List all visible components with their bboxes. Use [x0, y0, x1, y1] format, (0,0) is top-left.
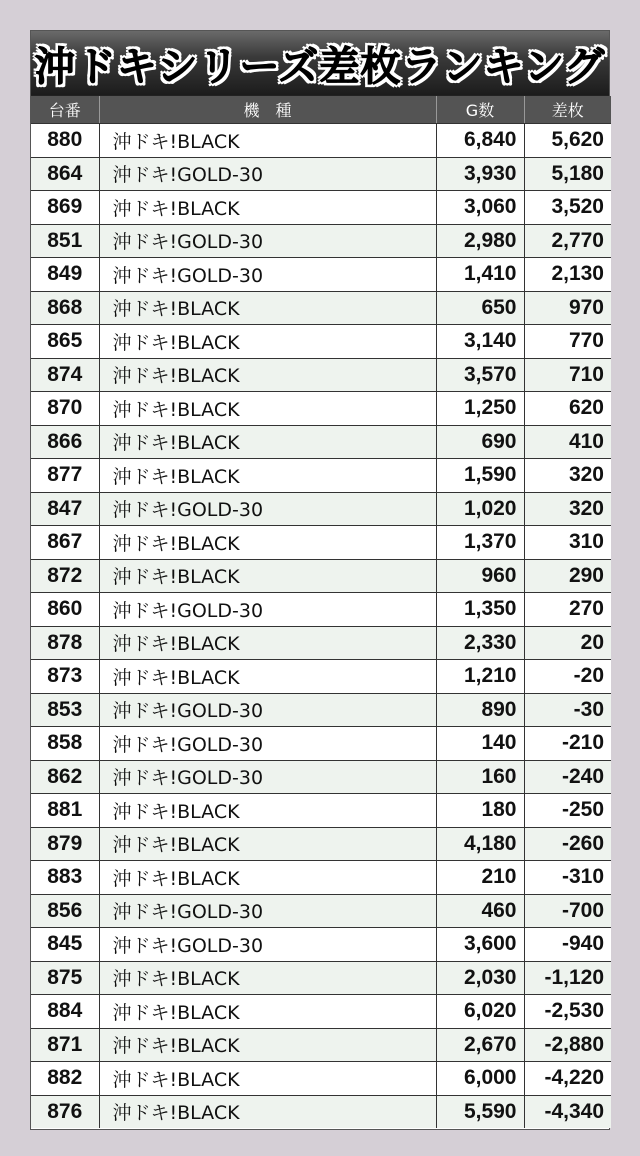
- machine-number-cell: 866: [31, 425, 99, 459]
- model-cell: 沖ドキ!BLACK: [99, 191, 436, 225]
- model-cell: 沖ドキ!BLACK: [99, 1095, 436, 1128]
- table-row: [31, 157, 611, 191]
- model-cell: 沖ドキ!BLACK: [99, 626, 436, 660]
- model-cell: 沖ドキ!BLACK: [99, 526, 436, 560]
- model-cell: 沖ドキ!BLACK: [99, 1062, 436, 1096]
- diff-cell: -1,120: [524, 961, 611, 995]
- games-cell: 6,000: [436, 1062, 524, 1096]
- machine-number-cell: 856: [31, 894, 99, 928]
- model-cell: 沖ドキ!BLACK: [99, 995, 436, 1029]
- table-header: [31, 96, 611, 124]
- games-cell: 890: [436, 693, 524, 727]
- machine-number-cell: 878: [31, 626, 99, 660]
- machine-number-cell: 884: [31, 995, 99, 1029]
- machine-number-cell: 880: [31, 124, 99, 158]
- table-row: [31, 325, 611, 359]
- table-row: [31, 224, 611, 258]
- table-row: [31, 1062, 611, 1096]
- diff-cell: -2,880: [524, 1028, 611, 1062]
- games-cell: 160: [436, 760, 524, 794]
- diff-cell: -260: [524, 827, 611, 861]
- games-cell: 210: [436, 861, 524, 895]
- table-row: [31, 961, 611, 995]
- table-row: [31, 1028, 611, 1062]
- model-cell: 沖ドキ!BLACK: [99, 1028, 436, 1062]
- games-cell: 6,020: [436, 995, 524, 1029]
- diff-cell: 410: [524, 425, 611, 459]
- model-cell: 沖ドキ!BLACK: [99, 325, 436, 359]
- table-row: [31, 928, 611, 962]
- table-row: [31, 1095, 611, 1128]
- model-cell: 沖ドキ!GOLD-30: [99, 224, 436, 258]
- table-row: [31, 827, 611, 861]
- table-row: [31, 660, 611, 694]
- diff-cell: 5,180: [524, 157, 611, 191]
- model-cell: 沖ドキ!BLACK: [99, 794, 436, 828]
- machine-number-cell: 862: [31, 760, 99, 794]
- table-body: [31, 124, 611, 1129]
- table-row: [31, 291, 611, 325]
- ranking-table: [31, 96, 611, 1128]
- games-cell: 180: [436, 794, 524, 828]
- table-row: [31, 794, 611, 828]
- diff-cell: -940: [524, 928, 611, 962]
- model-cell: 沖ドキ!BLACK: [99, 827, 436, 861]
- games-cell: 1,370: [436, 526, 524, 560]
- machine-number-cell: 864: [31, 157, 99, 191]
- diff-cell: -210: [524, 727, 611, 761]
- machine-number-cell: 860: [31, 593, 99, 627]
- model-cell: 沖ドキ!BLACK: [99, 459, 436, 493]
- diff-cell: -4,340: [524, 1095, 611, 1128]
- model-cell: 沖ドキ!GOLD-30: [99, 258, 436, 292]
- machine-number-cell: 867: [31, 526, 99, 560]
- table-row: [31, 861, 611, 895]
- games-cell: 650: [436, 291, 524, 325]
- games-cell: 6,840: [436, 124, 524, 158]
- machine-number-cell: 865: [31, 325, 99, 359]
- model-cell: 沖ドキ!GOLD-30: [99, 492, 436, 526]
- diff-cell: 970: [524, 291, 611, 325]
- title-banner: [31, 31, 609, 96]
- machine-number-cell: 858: [31, 727, 99, 761]
- model-cell: 沖ドキ!GOLD-30: [99, 593, 436, 627]
- table-row: [31, 526, 611, 560]
- machine-number-cell: 876: [31, 1095, 99, 1128]
- machine-number-cell: 849: [31, 258, 99, 292]
- model-cell: 沖ドキ!GOLD-30: [99, 894, 436, 928]
- games-cell: 960: [436, 559, 524, 593]
- diff-cell: 2,130: [524, 258, 611, 292]
- diff-cell: 2,770: [524, 224, 611, 258]
- diff-cell: -240: [524, 760, 611, 794]
- table-row: [31, 593, 611, 627]
- games-cell: 1,590: [436, 459, 524, 493]
- header-model: 機 種: [99, 96, 436, 124]
- table-row: [31, 995, 611, 1029]
- table-row: [31, 559, 611, 593]
- page-title: 沖ドキシリーズ差枚ランキング: [34, 43, 606, 90]
- model-cell: 沖ドキ!GOLD-30: [99, 928, 436, 962]
- machine-number-cell: 882: [31, 1062, 99, 1096]
- table-row: [31, 358, 611, 392]
- machine-number-cell: 883: [31, 861, 99, 895]
- table-row: [31, 693, 611, 727]
- machine-number-cell: 873: [31, 660, 99, 694]
- games-cell: 1,410: [436, 258, 524, 292]
- table-row: [31, 392, 611, 426]
- table-row: [31, 459, 611, 493]
- games-cell: 3,600: [436, 928, 524, 962]
- machine-number-cell: 845: [31, 928, 99, 962]
- diff-cell: 20: [524, 626, 611, 660]
- machine-number-cell: 868: [31, 291, 99, 325]
- games-cell: 460: [436, 894, 524, 928]
- model-cell: 沖ドキ!BLACK: [99, 425, 436, 459]
- machine-number-cell: 851: [31, 224, 99, 258]
- model-cell: 沖ドキ!GOLD-30: [99, 157, 436, 191]
- diff-cell: 620: [524, 392, 611, 426]
- machine-number-cell: 872: [31, 559, 99, 593]
- diff-cell: -30: [524, 693, 611, 727]
- diff-cell: -4,220: [524, 1062, 611, 1096]
- machine-number-cell: 875: [31, 961, 99, 995]
- model-cell: 沖ドキ!BLACK: [99, 291, 436, 325]
- table-row: [31, 191, 611, 225]
- model-cell: 沖ドキ!BLACK: [99, 861, 436, 895]
- games-cell: 140: [436, 727, 524, 761]
- machine-number-cell: 879: [31, 827, 99, 861]
- games-cell: 5,590: [436, 1095, 524, 1128]
- model-cell: 沖ドキ!GOLD-30: [99, 727, 436, 761]
- games-cell: 1,250: [436, 392, 524, 426]
- header-machine-no: 台番: [31, 96, 99, 124]
- games-cell: 2,030: [436, 961, 524, 995]
- machine-number-cell: 881: [31, 794, 99, 828]
- model-cell: 沖ドキ!BLACK: [99, 358, 436, 392]
- games-cell: 690: [436, 425, 524, 459]
- model-cell: 沖ドキ!BLACK: [99, 559, 436, 593]
- diff-cell: 270: [524, 593, 611, 627]
- model-cell: 沖ドキ!GOLD-30: [99, 693, 436, 727]
- machine-number-cell: 870: [31, 392, 99, 426]
- model-cell: 沖ドキ!BLACK: [99, 961, 436, 995]
- diff-cell: -250: [524, 794, 611, 828]
- diff-cell: 320: [524, 492, 611, 526]
- table-row: [31, 894, 611, 928]
- table-row: [31, 425, 611, 459]
- games-cell: 1,210: [436, 660, 524, 694]
- games-cell: 2,670: [436, 1028, 524, 1062]
- table-row: [31, 760, 611, 794]
- diff-cell: 770: [524, 325, 611, 359]
- model-cell: 沖ドキ!BLACK: [99, 660, 436, 694]
- table-row: [31, 727, 611, 761]
- games-cell: 3,060: [436, 191, 524, 225]
- diff-cell: -20: [524, 660, 611, 694]
- diff-cell: 310: [524, 526, 611, 560]
- machine-number-cell: 871: [31, 1028, 99, 1062]
- machine-number-cell: 869: [31, 191, 99, 225]
- diff-cell: 290: [524, 559, 611, 593]
- diff-cell: 320: [524, 459, 611, 493]
- ranking-panel: [30, 30, 610, 1130]
- model-cell: 沖ドキ!BLACK: [99, 124, 436, 158]
- diff-cell: -310: [524, 861, 611, 895]
- table-row: [31, 626, 611, 660]
- games-cell: 3,140: [436, 325, 524, 359]
- games-cell: 3,570: [436, 358, 524, 392]
- machine-number-cell: 874: [31, 358, 99, 392]
- table-row: [31, 492, 611, 526]
- games-cell: 4,180: [436, 827, 524, 861]
- table-row: [31, 124, 611, 158]
- model-cell: 沖ドキ!BLACK: [99, 392, 436, 426]
- machine-number-cell: 853: [31, 693, 99, 727]
- games-cell: 2,330: [436, 626, 524, 660]
- diff-cell: 3,520: [524, 191, 611, 225]
- machine-number-cell: 877: [31, 459, 99, 493]
- games-cell: 1,020: [436, 492, 524, 526]
- games-cell: 1,350: [436, 593, 524, 627]
- model-cell: 沖ドキ!GOLD-30: [99, 760, 436, 794]
- diff-cell: -2,530: [524, 995, 611, 1029]
- machine-number-cell: 847: [31, 492, 99, 526]
- games-cell: 2,980: [436, 224, 524, 258]
- games-cell: 3,930: [436, 157, 524, 191]
- diff-cell: 710: [524, 358, 611, 392]
- diff-cell: 5,620: [524, 124, 611, 158]
- header-diff: 差枚: [524, 96, 611, 124]
- header-row: [31, 96, 611, 124]
- table-row: [31, 258, 611, 292]
- header-games: G数: [436, 96, 524, 124]
- diff-cell: -700: [524, 894, 611, 928]
